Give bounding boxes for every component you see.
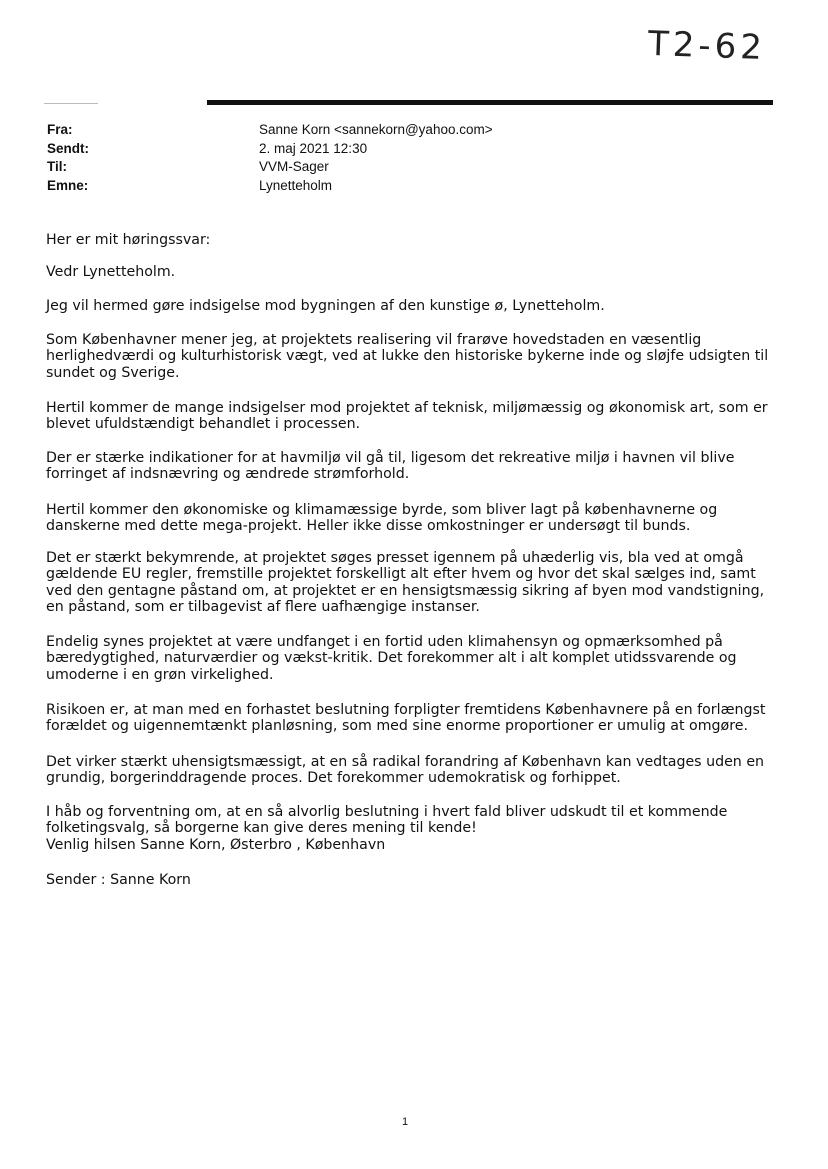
body-line: umoderne i en grøn virkelighed. [46, 666, 274, 683]
body-line: blevet ufuldstændigt behandlet i processen. [46, 416, 361, 433]
body-line: Risikoen er, at man med en forhastet beslutning forpligter fremtidens Københavnere på en forlængst [46, 702, 766, 718]
header-label: Sendt: [47, 140, 89, 156]
body-line: sundet og Sverige. [46, 364, 180, 381]
header-label: Fra: [47, 122, 73, 137]
header-value: VVM-Sager [259, 159, 329, 174]
header-label: Emne: [47, 177, 89, 193]
body-paragraph [46, 872, 191, 888]
body-line: Der er stærke indikationer for at havmiljø vil gå til, ligesom det rekreative miljø i havnen vil blive [46, 450, 735, 466]
faint-divider [44, 103, 98, 104]
header-row-sent [47, 140, 493, 159]
body-paragraph [46, 702, 765, 735]
handwritten-reference-stamp: T2-62 [647, 23, 767, 69]
header-divider [207, 100, 773, 105]
body-line: Vedr Lynetteholm. [46, 264, 176, 280]
page-number: 1 [402, 1116, 409, 1128]
body-line: Venlig hilsen Sanne Korn, Østerbro , København [46, 836, 386, 853]
header-row-to [47, 158, 493, 177]
body-paragraph [46, 400, 768, 433]
body-line: Endelig synes projektet at være undfanget i en fortid uden klimahensyn og opmærksomhed på [46, 634, 723, 650]
body-line: Hertil kommer de mange indsigelser mod projektet af teknisk, miljømæssig og økonomisk art, som er [46, 400, 768, 416]
body-line: forældet og uigennemtænkt planløsning, som med sine enorme proportioner er umulig at omgøre. [46, 718, 748, 735]
header-label: Til: [47, 159, 67, 174]
body-paragraph [46, 634, 737, 683]
body-paragraph [46, 502, 717, 535]
header-value: Sanne Korn <sannekorn@yahoo.com> [259, 122, 493, 137]
body-line: danskerne med dette mega-projekt. Heller ikke disse omkostninger er undersøgt til bunds. [46, 518, 691, 535]
body-paragraph [46, 450, 734, 483]
body-line: herlighedværdi og kulturhistorisk vægt, ved at lukke den historiske bykerne inde og sløjfe udsigten til [46, 348, 769, 365]
email-header [47, 121, 493, 195]
body-line: Hertil kommer den økonomiske og klimamæssige byrde, som bliver lagt på københavnerne og [46, 502, 718, 518]
body-line: Det er stærkt bekymrende, at projektet søges presset igennem på uhæderlig vis, bla ved at omgå [46, 550, 744, 566]
header-value: 2. maj 2021 12:30 [259, 140, 368, 156]
body-line: ved den gentagne påstand om, at projektet er en hensigtsmæssig sikring af byen mod vandstigning, [46, 582, 765, 599]
header-row-from [47, 121, 493, 140]
header-row-subject [47, 177, 493, 196]
body-paragraph [46, 804, 727, 853]
body-line: Jeg vil hermed gøre indsigelse mod bygningen af den kunstige ø, Lynetteholm. [46, 298, 605, 314]
body-paragraph [46, 264, 175, 280]
body-line: folketingsvalg, så borgerne kan give deres mening til kende! [46, 820, 477, 837]
body-paragraph [46, 232, 210, 248]
body-paragraph [46, 332, 768, 381]
body-line: Det virker stærkt uhensigtsmæssigt, at en så radikal forandring af København kan vedtages uden en [46, 754, 765, 770]
body-paragraph [46, 754, 764, 787]
body-line: Som Københavner mener jeg, at projektets realisering vil frarøve hovedstaden en væsentlig [46, 332, 702, 348]
body-paragraph [46, 550, 764, 616]
body-line: Sender : Sanne Korn [46, 872, 191, 888]
body-line: en påstand, som er tilbagevist af flere uafhængige instanser. [46, 599, 480, 616]
body-line: gældende EU regler, fremstille projektet forskelligt alt efter hvem og hvor det skal sælges ind, samt [46, 566, 756, 583]
body-line: I håb og forventning om, at en så alvorlig beslutning i hvert fald bliver udskudt til et kommende [46, 804, 728, 820]
body-line: bæredygtighed, naturværdier og vækst-kritik. Det forekommer alt i alt komplet utidssvarende og [46, 650, 737, 667]
header-value: Lynetteholm [259, 177, 333, 193]
body-line: Her er mit høringssvar: [46, 232, 211, 248]
body-paragraph [46, 298, 605, 314]
body-line: grundig, borgerinddragende proces. Det forekommer udemokratisk og forhippet. [46, 770, 621, 787]
body-line: forringet af indsnævring og ændrede strømforhold. [46, 466, 410, 483]
